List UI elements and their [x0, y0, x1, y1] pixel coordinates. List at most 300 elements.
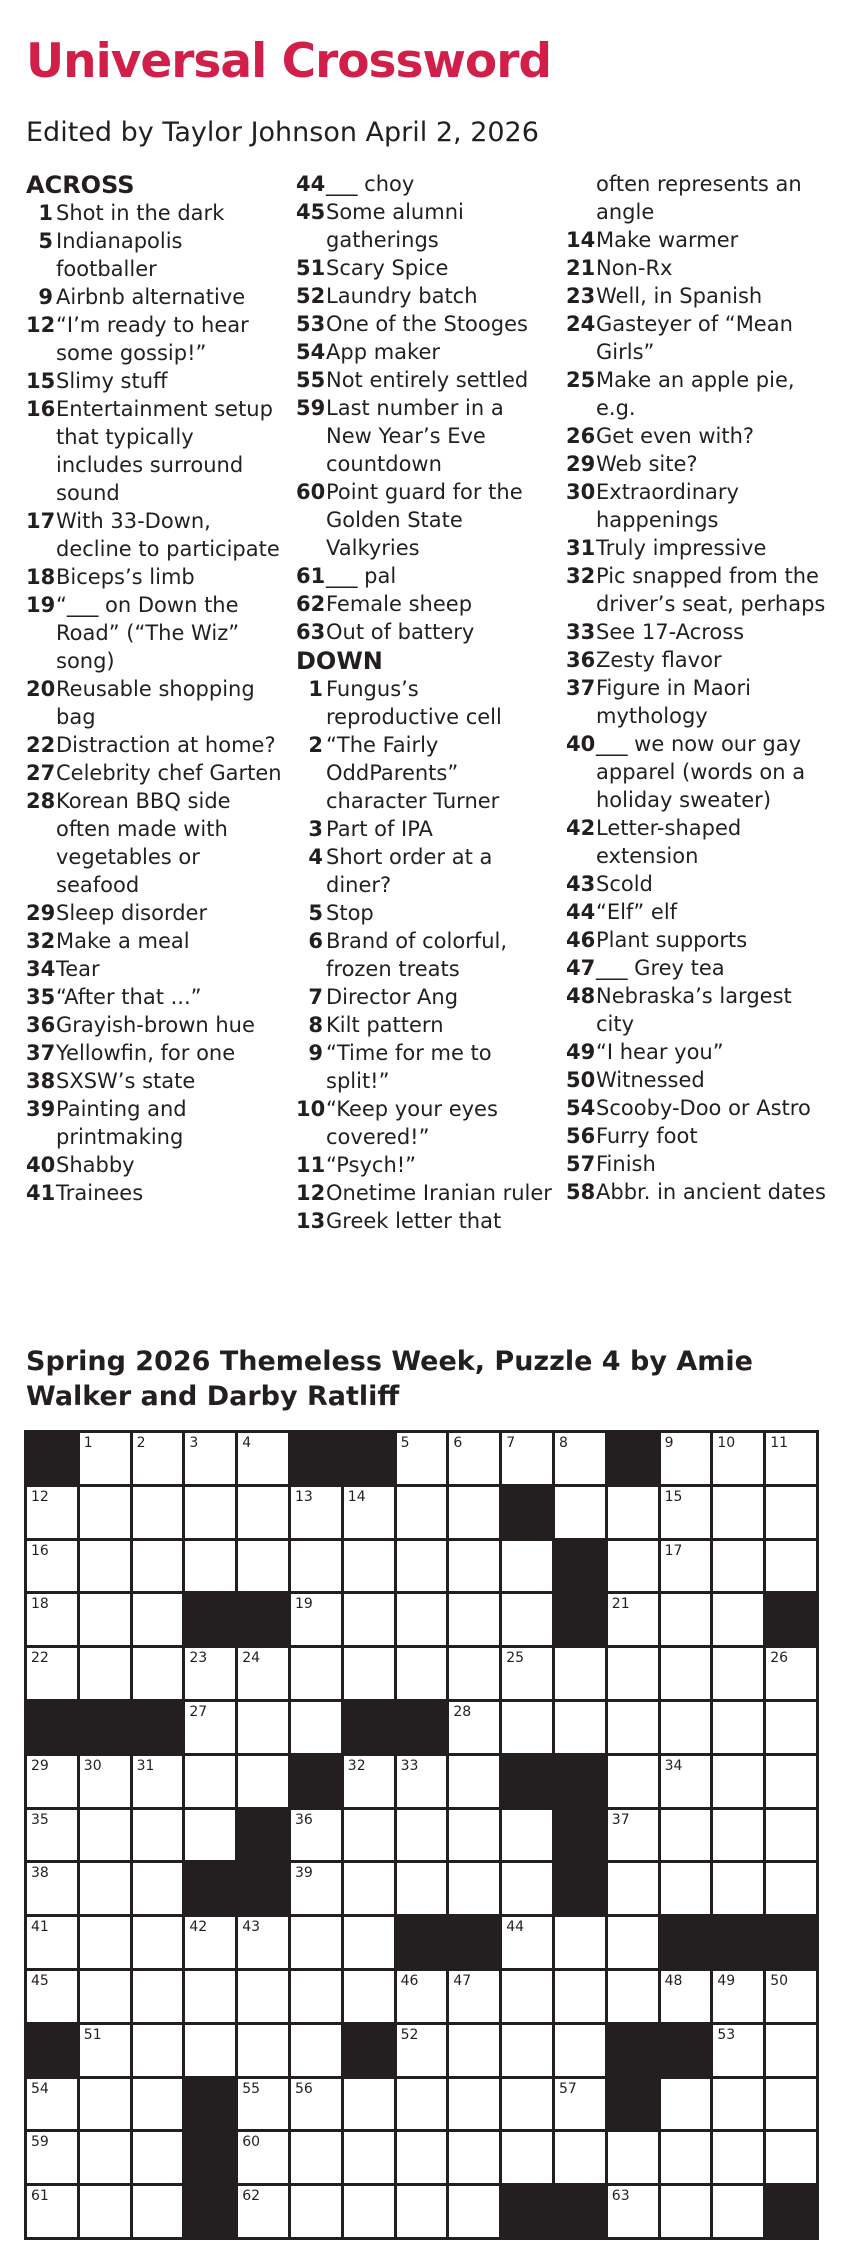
grid-cell[interactable]	[80, 1917, 130, 1968]
clue-text: Biceps’s limb	[56, 565, 195, 589]
grid-cell[interactable]	[555, 2025, 605, 2076]
grid-cell[interactable]	[449, 2025, 499, 2076]
grid-cell[interactable]	[661, 1594, 711, 1645]
grid-cell[interactable]	[449, 1810, 499, 1861]
clue-text: Zesty flavor	[596, 648, 722, 672]
grid-cell[interactable]	[608, 1541, 658, 1592]
clue-item	[296, 254, 556, 282]
grid-cell[interactable]	[27, 1863, 77, 1914]
cell-number: 10	[717, 1435, 736, 1451]
cell-number: 53	[717, 2026, 736, 2043]
grid-cell[interactable]	[80, 1433, 130, 1484]
grid-cell[interactable]	[185, 1756, 235, 1807]
grid-cell[interactable]	[713, 1541, 763, 1592]
clue-number: 25	[566, 368, 596, 392]
grid-cell[interactable]	[608, 1594, 658, 1645]
clue-text: Brand of colorful, frozen treats	[326, 929, 508, 981]
grid-cell[interactable]	[397, 1971, 447, 2022]
cell-number: 23	[189, 1650, 208, 1667]
grid-cell[interactable]	[502, 1594, 552, 1645]
grid-cell[interactable]	[238, 1433, 288, 1484]
grid-cell[interactable]	[80, 1594, 130, 1645]
grid-cell[interactable]	[766, 1810, 816, 1861]
clue-number: 33	[566, 620, 596, 644]
grid-cell[interactable]	[608, 1702, 658, 1753]
grid-cell[interactable]	[291, 1648, 341, 1699]
grid-cell[interactable]	[449, 2079, 499, 2130]
clue-number: 39	[26, 1097, 56, 1121]
grid-cell[interactable]	[291, 1702, 341, 1753]
grid-cell[interactable]	[713, 1433, 763, 1484]
grid-cell[interactable]	[238, 1917, 288, 1968]
clue-column-2	[296, 170, 556, 1235]
clue-continuation: often represents an angle	[596, 172, 802, 224]
grid-cell[interactable]	[238, 1756, 288, 1807]
grid-cell[interactable]	[238, 1971, 288, 2022]
grid-cell[interactable]	[238, 1487, 288, 1538]
grid-cell[interactable]	[80, 1756, 130, 1807]
grid-cell[interactable]	[766, 1863, 816, 1914]
grid-cell[interactable]	[27, 1971, 77, 2022]
black-square	[185, 2079, 235, 2130]
clue-item	[26, 395, 286, 507]
clue-text: Yellowfin, for one	[56, 1041, 236, 1065]
grid-cell[interactable]	[555, 2132, 605, 2183]
grid-cell[interactable]	[80, 1487, 130, 1538]
clue-item	[26, 927, 286, 955]
grid-cell[interactable]	[661, 1648, 711, 1699]
grid-cell[interactable]	[238, 1648, 288, 1699]
grid-cell[interactable]	[185, 1487, 235, 1538]
cell-number: 1	[83, 1435, 93, 1451]
grid-cell[interactable]	[238, 1702, 288, 1753]
grid-cell[interactable]	[133, 2079, 183, 2130]
clue-number: 34	[26, 957, 56, 981]
grid-cell[interactable]	[238, 2025, 288, 2076]
clue-text: Scary Spice	[326, 256, 449, 280]
black-square	[502, 1487, 552, 1538]
cell-number: 54	[31, 2080, 49, 2097]
grid-cell[interactable]	[502, 2132, 552, 2183]
grid-cell[interactable]	[133, 1541, 183, 1592]
grid-cell[interactable]	[608, 1917, 658, 1968]
clue-item	[26, 227, 286, 283]
grid-cell[interactable]	[555, 1971, 605, 2022]
grid-cell[interactable]	[502, 1971, 552, 2022]
grid-cell[interactable]	[185, 1433, 235, 1484]
grid-cell[interactable]	[608, 1648, 658, 1699]
grid-cell[interactable]	[291, 1594, 341, 1645]
clue-number: 6	[308, 929, 323, 953]
grid-cell[interactable]	[291, 1810, 341, 1861]
clue-text: Short order at a diner?	[326, 845, 493, 897]
grid-cell[interactable]	[27, 1756, 77, 1807]
grid-cell[interactable]	[713, 1810, 763, 1861]
clue-item	[566, 898, 826, 926]
grid-cell[interactable]	[133, 2186, 183, 2237]
grid-cell[interactable]	[555, 1648, 605, 1699]
grid-cell[interactable]	[713, 1971, 763, 2022]
grid-cell[interactable]	[766, 1433, 816, 1484]
grid-cell[interactable]	[661, 1433, 711, 1484]
grid-cell[interactable]	[502, 1541, 552, 1592]
grid-cell[interactable]	[608, 1810, 658, 1861]
clue-number: 17	[26, 509, 56, 533]
clue-number: 23	[566, 284, 596, 308]
grid-cell[interactable]	[344, 1863, 394, 1914]
clue-number: 14	[566, 228, 596, 252]
grid-cell[interactable]	[713, 1702, 763, 1753]
grid-cell[interactable]	[291, 1971, 341, 2022]
grid-cell[interactable]	[80, 1971, 130, 2022]
grid-cell[interactable]	[133, 1433, 183, 1484]
grid-cell[interactable]	[713, 2079, 763, 2130]
grid-cell[interactable]	[661, 1971, 711, 2022]
grid-cell[interactable]	[502, 2025, 552, 2076]
clue-text: See 17-Across	[596, 620, 745, 644]
clue-number: 4	[308, 845, 323, 869]
grid-cell[interactable]	[80, 2025, 130, 2076]
black-square	[80, 1702, 130, 1753]
clue-item	[26, 1095, 286, 1151]
grid-cell[interactable]	[185, 1917, 235, 1968]
clue-text: Reusable shopping bag	[56, 677, 255, 729]
grid-cell[interactable]	[661, 1541, 711, 1592]
grid-cell[interactable]	[291, 1487, 341, 1538]
clue-text: ___ Grey tea	[596, 956, 725, 980]
grid-cell[interactable]	[80, 1810, 130, 1861]
grid-cell[interactable]	[238, 1541, 288, 1592]
grid-cell[interactable]	[344, 1541, 394, 1592]
cell-number: 7	[506, 1435, 516, 1451]
grid-cell[interactable]	[397, 1810, 447, 1861]
grid-cell[interactable]	[766, 1648, 816, 1699]
clue-item	[26, 759, 286, 787]
cell-number: 39	[294, 1865, 313, 1882]
crossword-grid	[24, 1430, 819, 2240]
grid-cell[interactable]	[291, 2025, 341, 2076]
grid-cell[interactable]	[344, 1810, 394, 1861]
clue-text: Entertainment setup that typically includes surround sound	[56, 397, 273, 505]
grid-cell[interactable]	[80, 1648, 130, 1699]
clue-number: 18	[26, 565, 56, 589]
grid-cell[interactable]	[766, 1971, 816, 2022]
cell-number: 43	[242, 1919, 261, 1936]
clue-item	[26, 787, 286, 899]
clue-item	[566, 954, 826, 982]
grid-cell[interactable]	[185, 1541, 235, 1592]
cell-number: 15	[664, 1488, 683, 1505]
clue-text: Nebraska’s largest city	[596, 984, 792, 1036]
black-square	[555, 1756, 605, 1807]
grid-cell[interactable]	[713, 1863, 763, 1914]
clue-text: Last number in a New Year’s Eve countdown	[326, 396, 504, 476]
grid-cell[interactable]	[397, 1863, 447, 1914]
clue-text: “Keep your eyes covered!”	[326, 1097, 498, 1149]
clue-text: Pic snapped from the driver’s seat, perhaps	[596, 564, 826, 616]
grid-cell[interactable]	[608, 2132, 658, 2183]
black-square	[397, 1702, 447, 1753]
grid-cell[interactable]	[397, 2132, 447, 2183]
grid-cell[interactable]	[713, 2186, 763, 2237]
grid-cell[interactable]	[713, 1594, 763, 1645]
grid-cell[interactable]	[291, 2186, 341, 2237]
clue-item	[26, 983, 286, 1011]
clue-item	[296, 1039, 556, 1095]
clue-text: Tear	[56, 957, 100, 981]
black-square	[766, 1917, 816, 1968]
cell-number: 50	[770, 1972, 789, 1989]
grid-cell[interactable]	[27, 2132, 77, 2183]
grid-cell[interactable]	[397, 1648, 447, 1699]
grid-cell[interactable]	[80, 2079, 130, 2130]
grid-cell[interactable]	[661, 1756, 711, 1807]
clue-text: Shot in the dark	[56, 201, 225, 225]
black-square	[238, 1810, 288, 1861]
cell-number: 55	[242, 2080, 261, 2097]
grid-cell[interactable]	[344, 1917, 394, 1968]
grid-cell[interactable]	[766, 2079, 816, 2130]
grid-cell[interactable]	[502, 1702, 552, 1753]
grid-cell[interactable]	[502, 1863, 552, 1914]
grid-cell[interactable]	[449, 1433, 499, 1484]
cell-number: 31	[136, 1757, 155, 1774]
cell-number: 14	[347, 1488, 366, 1505]
clue-item	[566, 674, 826, 730]
grid-cell[interactable]	[713, 2025, 763, 2076]
clue-item	[296, 310, 556, 338]
grid-cell[interactable]	[555, 2079, 605, 2130]
grid-cell[interactable]	[27, 1648, 77, 1699]
grid-cell[interactable]	[502, 1917, 552, 1968]
grid-cell[interactable]	[449, 1702, 499, 1753]
clue-number: 43	[566, 872, 596, 896]
grid-cell[interactable]	[133, 1810, 183, 1861]
grid-cell[interactable]	[291, 1541, 341, 1592]
grid-cell[interactable]	[397, 1594, 447, 1645]
grid-cell[interactable]	[502, 1648, 552, 1699]
grid-cell[interactable]	[449, 1863, 499, 1914]
grid-cell[interactable]	[555, 1487, 605, 1538]
clue-text: Airbnb alternative	[56, 285, 246, 309]
grid-cell[interactable]	[133, 1971, 183, 2022]
grid-cell[interactable]	[185, 1810, 235, 1861]
grid-cell[interactable]	[238, 2132, 288, 2183]
clue-text: Out of battery	[326, 620, 475, 644]
grid-cell[interactable]	[449, 1487, 499, 1538]
grid-cell[interactable]	[185, 2025, 235, 2076]
grid-cell[interactable]	[185, 1648, 235, 1699]
grid-cell[interactable]	[291, 2132, 341, 2183]
across-heading: ACROSS	[26, 171, 135, 199]
black-square	[555, 2186, 605, 2237]
grid-cell[interactable]	[344, 1648, 394, 1699]
grid-cell[interactable]	[344, 1487, 394, 1538]
grid-cell[interactable]	[344, 1594, 394, 1645]
grid-cell[interactable]	[133, 1756, 183, 1807]
grid-cell[interactable]	[661, 2079, 711, 2130]
clue-number: 3	[308, 817, 323, 841]
grid-cell[interactable]	[344, 1971, 394, 2022]
grid-cell[interactable]	[449, 1971, 499, 2022]
grid-cell[interactable]	[766, 1487, 816, 1538]
grid-cell[interactable]	[608, 1756, 658, 1807]
clue-number: 10	[296, 1097, 326, 1121]
clue-number: 37	[26, 1041, 56, 1065]
grid-cell[interactable]	[449, 1541, 499, 1592]
grid-cell[interactable]	[27, 1487, 77, 1538]
grid-cell[interactable]	[502, 1433, 552, 1484]
grid-cell[interactable]	[291, 1917, 341, 1968]
cell-number: 18	[31, 1596, 49, 1613]
clue-item	[26, 955, 286, 983]
grid-cell[interactable]	[27, 2079, 77, 2130]
grid-cell[interactable]	[27, 1810, 77, 1861]
grid-cell[interactable]	[80, 2132, 130, 2183]
clue-text: Make a meal	[56, 929, 190, 953]
grid-cell[interactable]	[449, 1756, 499, 1807]
grid-cell[interactable]	[291, 2079, 341, 2130]
clue-number: 57	[566, 1152, 596, 1176]
grid-cell[interactable]	[661, 1487, 711, 1538]
clue-number: 30	[566, 480, 596, 504]
grid-cell[interactable]	[185, 1702, 235, 1753]
grid-cell[interactable]	[238, 2079, 288, 2130]
grid-cell[interactable]	[661, 1863, 711, 1914]
grid-cell[interactable]	[608, 1971, 658, 2022]
grid-cell[interactable]	[397, 1756, 447, 1807]
clue-number: 12	[296, 1181, 326, 1205]
clue-item	[26, 311, 286, 367]
grid-cell[interactable]	[344, 2132, 394, 2183]
clue-number: 51	[296, 256, 326, 280]
clue-number: 62	[296, 592, 326, 616]
grid-cell[interactable]	[713, 1487, 763, 1538]
grid-cell[interactable]	[133, 1917, 183, 1968]
black-square	[555, 1863, 605, 1914]
grid-cell[interactable]	[449, 1594, 499, 1645]
grid-cell[interactable]	[397, 1487, 447, 1538]
grid-cell[interactable]	[608, 1487, 658, 1538]
grid-cell[interactable]	[397, 2025, 447, 2076]
clue-text: Plant supports	[596, 928, 748, 952]
grid-cell[interactable]	[713, 1648, 763, 1699]
puzzle-title	[26, 1344, 816, 1414]
grid-cell[interactable]	[397, 2186, 447, 2237]
cell-number: 9	[664, 1435, 674, 1451]
clue-text: Truly impressive	[596, 536, 767, 560]
cell-number: 37	[611, 1811, 630, 1828]
grid-cell[interactable]	[766, 2025, 816, 2076]
grid-cell[interactable]	[185, 1971, 235, 2022]
grid-cell[interactable]	[555, 1917, 605, 1968]
grid-cell[interactable]	[661, 1810, 711, 1861]
grid-cell[interactable]	[608, 2186, 658, 2237]
grid-cell[interactable]	[661, 2186, 711, 2237]
grid-cell[interactable]	[27, 1594, 77, 1645]
grid-cell[interactable]	[27, 1541, 77, 1592]
clue-text: ___ choy	[326, 172, 415, 196]
grid-cell[interactable]	[80, 1541, 130, 1592]
puzzle-title-line-2: Walker and Darby Ratliff	[26, 1381, 400, 1412]
clue-item	[296, 562, 556, 590]
grid-cell[interactable]	[27, 2186, 77, 2237]
clue-item	[26, 1179, 286, 1207]
cell-number: 61	[31, 2188, 49, 2205]
grid-cell[interactable]	[80, 1863, 130, 1914]
grid-cell[interactable]	[608, 1863, 658, 1914]
clue-item	[296, 618, 556, 646]
grid-cell[interactable]	[133, 2025, 183, 2076]
grid-cell[interactable]	[713, 2132, 763, 2183]
clue-text: “___ on Down the Road” (“The Wiz” song)	[56, 593, 240, 673]
clue-number: 9	[38, 285, 53, 309]
cell-number: 30	[83, 1757, 102, 1774]
cell-number: 28	[453, 1703, 472, 1720]
clue-text: “Elf” elf	[596, 900, 678, 924]
grid-cell[interactable]	[397, 1433, 447, 1484]
grid-cell[interactable]	[397, 2079, 447, 2130]
grid-cell[interactable]	[502, 1810, 552, 1861]
grid-cell[interactable]	[133, 1487, 183, 1538]
black-square	[766, 1594, 816, 1645]
grid-cell[interactable]	[555, 1433, 605, 1484]
grid-cell[interactable]	[713, 1756, 763, 1807]
clue-text: Some alumni gatherings	[326, 200, 464, 252]
grid-cell[interactable]	[133, 1863, 183, 1914]
grid-cell[interactable]	[344, 2186, 394, 2237]
grid-cell[interactable]	[291, 1863, 341, 1914]
grid-cell[interactable]	[766, 2132, 816, 2183]
grid-cell[interactable]	[397, 1541, 447, 1592]
clue-number: 61	[296, 564, 326, 588]
clue-item	[296, 590, 556, 618]
grid-cell[interactable]	[555, 1702, 605, 1753]
grid-cell[interactable]	[661, 1702, 711, 1753]
clue-number: 20	[26, 677, 56, 701]
grid-cell[interactable]	[766, 1541, 816, 1592]
grid-cell[interactable]	[766, 1756, 816, 1807]
grid-cell[interactable]	[133, 1648, 183, 1699]
clue-item	[566, 1066, 826, 1094]
grid-cell[interactable]	[80, 2186, 130, 2237]
grid-cell[interactable]	[133, 1594, 183, 1645]
grid-cell[interactable]	[661, 2132, 711, 2183]
clue-item	[26, 507, 286, 563]
clue-item	[566, 1094, 826, 1122]
grid-cell[interactable]	[344, 2079, 394, 2130]
clue-number: 59	[296, 396, 326, 420]
clue-item	[296, 1095, 556, 1151]
grid-cell[interactable]	[449, 2132, 499, 2183]
cell-number: 4	[242, 1435, 252, 1451]
grid-cell[interactable]	[344, 1756, 394, 1807]
grid-cell[interactable]	[133, 2132, 183, 2183]
grid-cell[interactable]	[766, 1702, 816, 1753]
clue-text: With 33-Down, decline to participate	[56, 509, 280, 561]
grid-cell[interactable]	[27, 1917, 77, 1968]
clue-number: 35	[26, 985, 56, 1009]
cell-number: 5	[400, 1435, 410, 1451]
clue-item	[296, 899, 556, 927]
grid-cell[interactable]	[238, 2186, 288, 2237]
cell-number: 33	[400, 1757, 419, 1774]
grid-cell[interactable]	[502, 2079, 552, 2130]
clue-item	[566, 366, 826, 422]
grid-cell[interactable]	[449, 1648, 499, 1699]
clue-number: 2	[308, 733, 323, 757]
grid-cell[interactable]	[449, 2186, 499, 2237]
